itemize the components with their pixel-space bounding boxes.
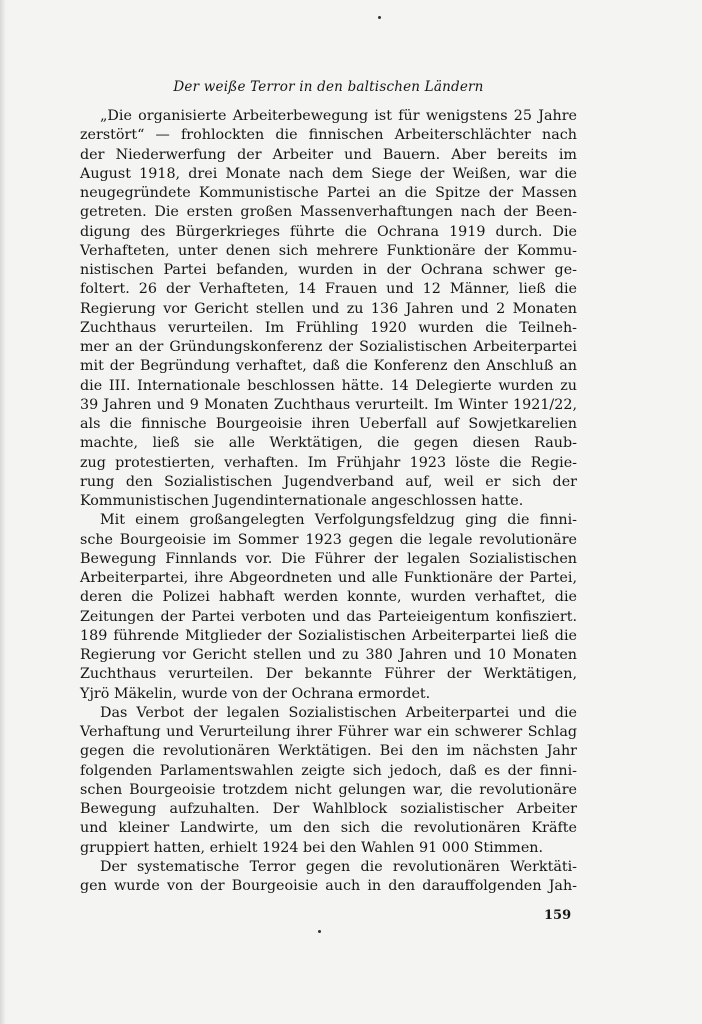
text-line: und kleiner Landwirte, um den sich die revolutionären Kräfte <box>80 820 577 837</box>
text-line: 39 Jahren und 9 Monaten Zuchthaus verurteilt. Im Winter 1921/22, <box>80 396 577 413</box>
running-header: Der weiße Terror in den baltischen Ländern <box>173 79 484 95</box>
text-line: getreten. Die ersten großen Massenverhaftungen nach der Been- <box>80 204 577 221</box>
text-line: „Die organisierte Arbeiterbewegung ist für wenigstens 25 Jahre <box>100 108 577 124</box>
text-line: August 1918, drei Monate nach dem Siege der Weißen, war die <box>80 165 577 182</box>
text-line: Yjrö Mäkelin, wurde von der Ochrana ermordet. <box>80 685 431 702</box>
body-text <box>80 107 577 896</box>
text-line: deren die Polizei habhaft werden konnte, wurden verhaftet, die <box>80 589 577 606</box>
text-line: Zuchthaus verurteilen. Der bekannte Führer der Werktätigen, <box>80 666 577 683</box>
text-line: digung des Bürgerkrieges führte die Ochrana 1919 durch. Die <box>80 223 577 240</box>
text-line: rung den Sozialistischen Jugendverband auf, weil er sich der <box>80 473 577 490</box>
text-line: zug protestierten, verhaften. Im Frühjahr 1923 löste die Regie- <box>80 454 577 471</box>
text-line: Das Verbot der legalen Sozialistischen Arbeiterpartei und die <box>100 704 577 721</box>
text-line: schen Bourgeoisie trotzdem nicht gelungen war, die revolutionäre <box>80 781 577 798</box>
text-line: nistischen Partei befanden, wurden in der Ochrana schwer ge- <box>80 262 577 278</box>
text-line: Bewegung Finnlands vor. Die Führer der legalen Sozialistischen <box>80 550 577 567</box>
scan-speck <box>378 16 381 19</box>
text-line: Zeitungen der Partei verboten und das Parteieigentum konfisziert. <box>80 608 577 625</box>
text-line: Kommunistischen Jugendinternationale angeschlossen hatte. <box>80 493 524 509</box>
text-line: Verhafteten, unter denen sich mehrere Funktionäre der Kommu- <box>80 242 577 259</box>
text-line: der Niederwerfung der Arbeiter und Bauern. Aber bereits im <box>80 146 577 163</box>
text-line: gen wurde von der Bourgeoisie auch in den darauffolgenden Jah- <box>80 878 577 894</box>
text-line: 189 führende Mitglieder der Sozialistischen Arbeiterpartei ließ die <box>80 627 577 644</box>
text-line: Mit einem großangelegten Verfolgungsfeldzug ging die finni- <box>100 512 577 529</box>
text-line: Bewegung aufzuhalten. Der Wahlblock sozialistischer Arbeiter <box>80 801 577 817</box>
text-line: foltert. 26 der Verhafteten, 14 Frauen und 12 Männer, ließ die <box>80 281 577 298</box>
text-line: gruppiert hatten, erhielt 1924 bei den Wahlen 91 000 Stimmen. <box>80 839 544 856</box>
text-line: sche Bourgeoisie im Sommer 1923 gegen die legale revolutionäre <box>80 531 577 548</box>
text-line: zerstört“ — frohlockten die finnischen Arbeiterschlächter nach <box>80 127 577 144</box>
text-line: als die finnische Bourgeoisie ihren Ueberfall auf Sowjetkarelien <box>80 416 577 432</box>
text-line: machte, ließ sie alle Werktätigen, die gegen diesen Raub- <box>80 435 577 452</box>
scan-shadow-edge <box>0 0 6 1024</box>
text-line: folgenden Parlamentswahlen zeigte sich jedoch, daß es der finni- <box>80 762 577 779</box>
page-number: 159 <box>544 908 572 923</box>
text-line: mer an der Gründungskonferenz der Sozialistischen Arbeiterpartei <box>80 339 577 355</box>
text-line: neugegründete Kommunistische Partei an die Spitze der Massen <box>80 185 577 201</box>
text-line: mit der Begründung verhaftet, daß die Konferenz den Anschluß an <box>80 358 577 375</box>
text-line: die III. Internationale beschlossen hätte. 14 Delegierte wurden zu <box>80 377 577 394</box>
text-line: Verhaftung und Verurteilung ihrer Führer war ein schwerer Schlag <box>80 724 577 740</box>
text-line: Zuchthaus verurteilen. Im Frühling 1920 wurden die Teilneh- <box>80 319 577 336</box>
text-line: Regierung vor Gericht stellen und zu 380 Jahren und 10 Monaten <box>80 647 577 663</box>
scan-speck <box>318 930 321 933</box>
text-line: Arbeiterpartei, ihre Abgeordneten und alle Funktionäre der Partei, <box>80 570 577 586</box>
text-line: gegen die revolutionären Werktätigen. Bei den im nächsten Jahr <box>80 743 577 760</box>
text-line: Der systematische Terror gegen die revolutionären Werktäti- <box>100 858 577 875</box>
text-line: Regierung vor Gericht stellen und zu 136 Jahren und 2 Monaten <box>80 300 577 317</box>
